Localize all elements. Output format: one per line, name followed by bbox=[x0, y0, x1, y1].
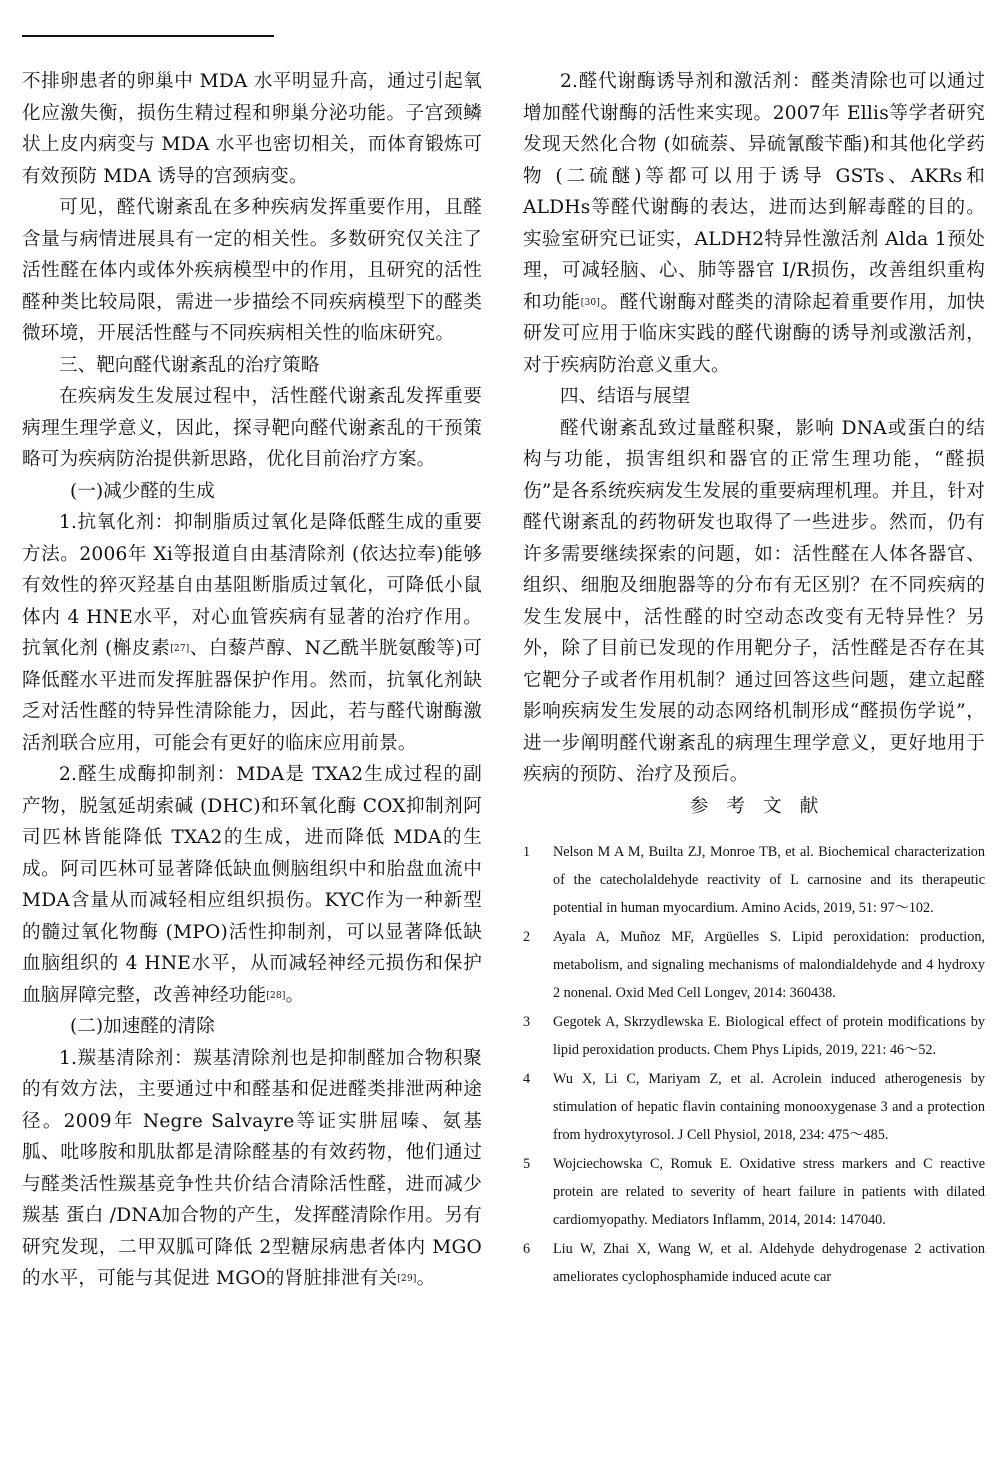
paragraph bbox=[22, 507, 482, 759]
reference-text: Nelson M A M, Builta ZJ, Monroe TB, et al. Biochemical characterization of the catecholaldehyde reactivity of L carnosine and its therapeutic potential in human myocardium. Amino Acids, 2019, 51: 97～102. bbox=[553, 844, 985, 916]
citation[interactable]: [28] bbox=[266, 990, 286, 1001]
paragraph: 在疾病发生发展过程中，活性醛代谢紊乱发挥重要病理生理学意义，因此，探寻靶向醛代谢紊乱的干预策略可为疾病防治提供新思路，优化目前治疗方案。 bbox=[22, 386, 482, 470]
subsection-heading: (二)加速醛的清除 bbox=[70, 1016, 215, 1037]
section-heading: 三、靶向醛代谢紊乱的治疗策略 bbox=[59, 354, 320, 376]
paragraph-text: 、白藜芦醇、N乙酰半胱氨酸等)可降低醛水平进而发挥脏器保护作用。然而，抗氧化剂缺乏对活性醛的特异性清除能力，因此，若与醛代谢酶激活剂联合应用，可能会有更好的临床应用前景。 bbox=[22, 638, 482, 754]
paragraph-text: 。 bbox=[285, 984, 305, 1006]
reference-text: Wojciechowska C, Romuk E. Oxidative stress markers and C reactive protein are related to severity of heart failure in patients with dilated cardiomyopathy. Mediators Inflamm, 2014, 2014: 147040. bbox=[553, 1156, 985, 1228]
paragraph bbox=[22, 1043, 482, 1295]
paragraph: 不排卵患者的卵巢中 MDA 水平明显升高，通过引起氧化应激失衡，损伤生精过程和卵巢分泌功能。子宫颈鳞状上皮内病变与 MDA 水平也密切相关，而体育锻炼可有效预防 MDA 诱导的宫颈病变。 bbox=[22, 71, 482, 187]
left-column bbox=[22, 66, 482, 1295]
paragraph: 可见，醛代谢紊乱在多种疾病发挥重要作用，且醛含量与病情进展具有一定的相关性。多数研究仅关注了活性醛在体内或体外疾病模型中的作用，且研究的活性醛种类比较局限，需进一步描绘不同疾病模型下的醛类微环境，开展活性醛与不同疾病相关性的临床研究。 bbox=[22, 197, 482, 344]
paragraph-text: 1.羰基清除剂：羰基清除剂也是抑制醛加合物积聚的有效方法，主要通过中和醛基和促进醛类排泄两种途径。2009年 Negre Salvayre等证实肼屈嗪、氨基胍、吡哆胺和肌肽都是清除醛基的有效药物，他们通过与醛类活性羰基竞争性共价结合清除活性醛，进而减少羰基 蛋白 /DNA加合物的产生，发挥醛清除作用。另有研究发现，二甲双胍可降低 2型糖尿病患者体内 MGO的水平，可能与其促进 MGO的肾脏排泄有关 bbox=[22, 1047, 482, 1289]
paragraph-text: 。醛代谢酶对醛类的清除起着重要作用，加快研发可应用于临床实践的醛代谢酶的诱导剂或激活剂，对于疾病防治意义重大。 bbox=[523, 291, 985, 376]
reference-item bbox=[523, 1008, 985, 1064]
reference-item bbox=[523, 1065, 985, 1149]
citation[interactable]: [29] bbox=[397, 1274, 417, 1284]
reference-text: Liu W, Zhai X, Wang W, et al. Aldehyde dehydrogenase 2 activation ameliorates cyclophosphamide induced acute car bbox=[553, 1241, 985, 1285]
reference-text: Gegotek A, Skrzydlewska E. Biological effect of protein modifications by lipid peroxidation products. Chem Phys Lipids, 2019, 221: 46～52. bbox=[553, 1014, 985, 1058]
reference-number: 2 bbox=[523, 929, 531, 945]
reference-text: Ayala A, Muñoz MF, Argüelles S. Lipid peroxidation: production, metabolism, and signaling mechanisms of malondialdehyde and 4 hydroxy 2 nonenal. Oxid Med Cell Longev, 2014: 360438. bbox=[553, 929, 985, 1001]
reference-item bbox=[523, 923, 985, 1007]
reference-item bbox=[523, 1235, 985, 1291]
citation[interactable]: [30] bbox=[580, 297, 601, 308]
reference-number: 6 bbox=[523, 1241, 531, 1257]
paragraph-text: 2.醛代谢酶诱导剂和激活剂：醛类清除也可以通过增加醛代谢酶的活性来实现。2007年 Ellis等学者研究发现天然化合物 (如硫萘、异硫氰酸苄酯)和其他化学药物 (二硫醚)等都可以用于诱导 GSTs、AKRs和 ALDHs等醛代谢酶的表达，进而达到解毒醛的目的。实验室研究已证实，ALDH2特异性激活剂 Alda 1预处理，可减轻脑、心、肺等器官 I/R损伤，改善组织重构和功能 bbox=[523, 71, 985, 313]
reference-list bbox=[523, 838, 985, 1291]
paragraph-text: 。 bbox=[416, 1268, 436, 1289]
top-rule bbox=[22, 35, 274, 37]
reference-text: Wu X, Li C, Mariyam Z, et al. Acrolein induced atherogenesis by stimulation of hepatic flavin containing monooxygenase 3 and a protection from hydroxytyrosol. J Cell Physiol, 2018, 234: 475～485. bbox=[553, 1071, 985, 1143]
reference-number: 3 bbox=[523, 1014, 531, 1030]
paragraph bbox=[22, 759, 482, 1011]
citation[interactable]: [27] bbox=[170, 644, 190, 654]
paragraph-text: 2.醛生成酶抑制剂：MDA是 TXA2生成过程的副产物，脱氢延胡索碱 (DHC)和环氧化酶 COX抑制剂阿司匹林皆能降低 TXA2的生成，进而降低 MDA的生成。阿司匹林可显著降低缺血侧脑组织中和胎盘血流中 MDA含量从而减轻相应组织损伤。KYC作为一种新型的髓过氧化物酶 (MPO)活性抑制剂，可以显著降低缺血脑组织的 4 HNE水平，从而减轻神经元损伤和保护血脑屏障完整，改善神经功能 bbox=[22, 764, 482, 1006]
reference-number: 4 bbox=[523, 1071, 531, 1087]
reference-number: 1 bbox=[523, 844, 531, 860]
paragraph: 醛代谢紊乱致过量醛积聚，影响 DNA或蛋白的结构与功能，损害组织和器官的正常生理功能，“醛损伤”是各系统疾病发生发展的重要病理机理。并且，针对醛代谢紊乱的药物研发也取得了一些进步。然而，仍有许多需要继续探索的问题，如：活性醛在人体各器官、组织、细胞及细胞器等的分布有无区别？在不同疾病的发生发展中，活性醛的时空动态改变有无特异性？另外，除了目前已发现的作用靶分子，活性醛是否存在其它靶分子或者作用机制？通过回答这些问题，建立起醛影响疾病发生发展的动态网络机制形成“醛损伤学说”，进一步阐明醛代谢紊乱的病理生理学意义，更好地用于疾病的预防、治疗及预后。 bbox=[523, 417, 985, 785]
references-heading: 参考文献 bbox=[689, 795, 837, 817]
paragraph-text: 1.抗氧化剂：抑制脂质过氧化是降低醛生成的重要方法。2006年 Xi等报道自由基清除剂 (依达拉奉)能够有效性的猝灭羟基自由基阻断脂质过氧化，可降低小鼠体内 4 HNE水平，对心血管疾病有显著的治疗作用。抗氧化剂 (槲皮素 bbox=[22, 512, 482, 659]
reference-item bbox=[523, 1150, 985, 1234]
section-heading: 四、结语与展望 bbox=[560, 386, 691, 407]
paragraph bbox=[523, 66, 985, 381]
reference-number: 5 bbox=[523, 1156, 531, 1172]
reference-item bbox=[523, 838, 985, 922]
right-column bbox=[523, 66, 985, 1292]
subsection-heading: (一)减少醛的生成 bbox=[70, 480, 215, 502]
